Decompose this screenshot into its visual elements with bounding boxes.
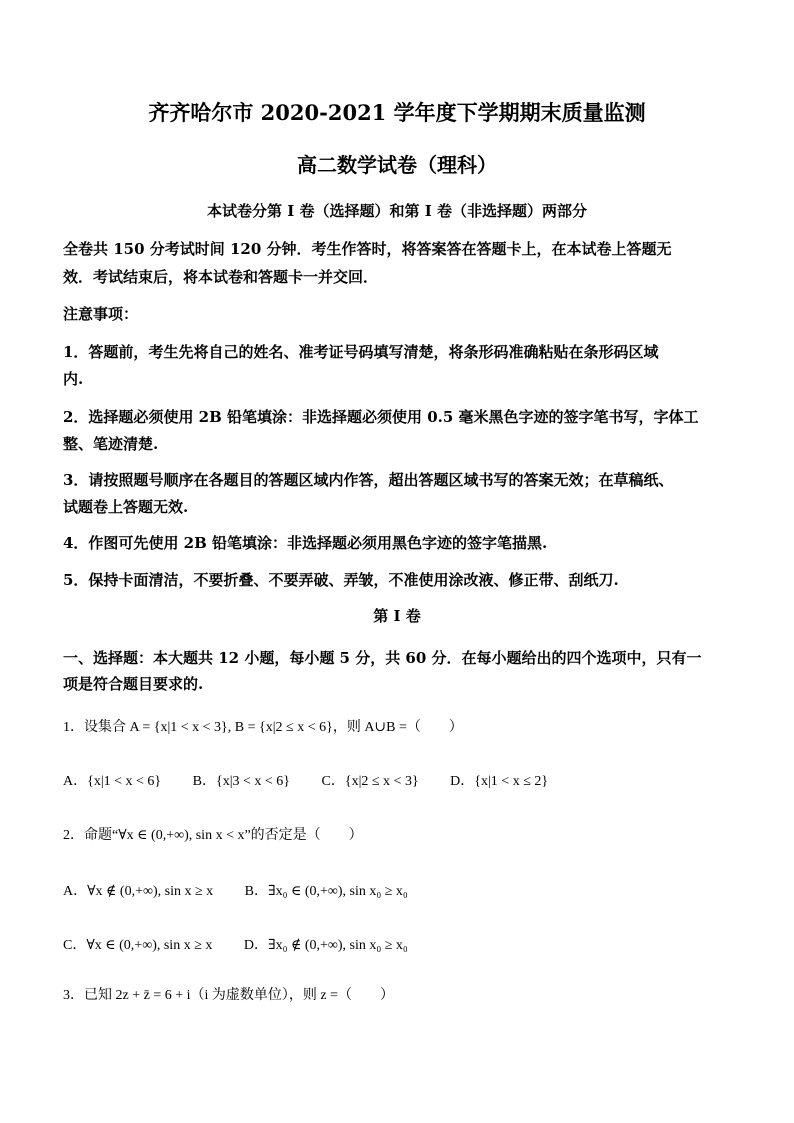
- intro-line-1: 全卷共 150 分考试时间 120 分钟．考生作答时，将答案答在答题卡上，在本试卷上答题无: [63, 240, 672, 258]
- question-2-options-ab: A．∀x ∉ (0,+∞), sin x ≥ x B．∃x₀ ∈ (0,+∞), sin x₀ ≥ x₀: [63, 884, 408, 899]
- question-1-options: A．{x|1 < x < 6} B．{x|3 < x < 6} C．{x|2 ≤ x < 3} D．{x|1 < x ≤ 2}: [63, 774, 549, 789]
- question-1: 1．设集合 A = {x|1 < x < 3}, B = {x|2 ≤ x < 6}，则 A∪B =（ ）: [63, 720, 463, 735]
- section-title: 第 I 卷: [373, 607, 421, 625]
- note-5: 5．保持卡面清洁，不要折叠、不要弄破、弄皱，不准使用涂改液、修正带、刮纸刀.: [63, 571, 619, 589]
- intro-line-2: 效．考试结束后，将本试卷和答题卡一并交回．: [63, 268, 379, 286]
- exam-parts-note: 本试卷分第 I 卷（选择题）和第 I 卷（非选择题）两部分: [207, 202, 587, 220]
- note-3-line-1: 3．请按照题号顺序在各题目的答题区域内作答，超出答题区域书写的答案无效；在草稿纸、: [63, 471, 674, 489]
- section-instructions-line-2: 项是符合题目要求的.: [63, 675, 204, 693]
- note-1-line-2: 内.: [63, 370, 84, 388]
- exam-title: 齐齐哈尔市 2020-2021 学年度下学期期末质量监测: [148, 100, 646, 125]
- note-1-line-1: 1．答题前，考生先将自己的姓名、准考证号码填写清楚，将条形码准确粘贴在条形码区域: [63, 343, 659, 361]
- notes-heading: 注意事项：: [63, 305, 139, 323]
- question-2-options-cd: C．∀x ∈ (0,+∞), sin x ≥ x D．∃x₀ ∉ (0,+∞), sin x₀ ≥ x₀: [63, 938, 408, 953]
- exam-subtitle: 高二数学试卷（理科）: [297, 153, 497, 177]
- note-4: 4．作图可先使用 2B 铅笔填涂：非选择题必须用黑色字迹的签字笔描黑.: [63, 534, 548, 552]
- note-2-line-2: 整、笔迹清楚.: [63, 435, 159, 453]
- section-instructions-line-1: 一、选择题：本大题共 12 小题，每小题 5 分，共 60 分．在每小题给出的四个选项中，只有一: [63, 649, 702, 667]
- note-3-line-2: 试题卷上答题无效.: [63, 498, 189, 516]
- question-2: 2．命题“∀x ∈ (0,+∞), sin x < x”的否定是（ ）: [63, 828, 363, 843]
- note-2-line-1: 2．选择题必须使用 2B 铅笔填涂：非选择题必须使用 0.5 毫米黑色字迹的签字笔书写，字体工: [63, 408, 699, 426]
- question-3: 3．已知 2z + z̄ = 6 + i（i 为虚数单位），则 z =（ ）: [63, 988, 395, 1003]
